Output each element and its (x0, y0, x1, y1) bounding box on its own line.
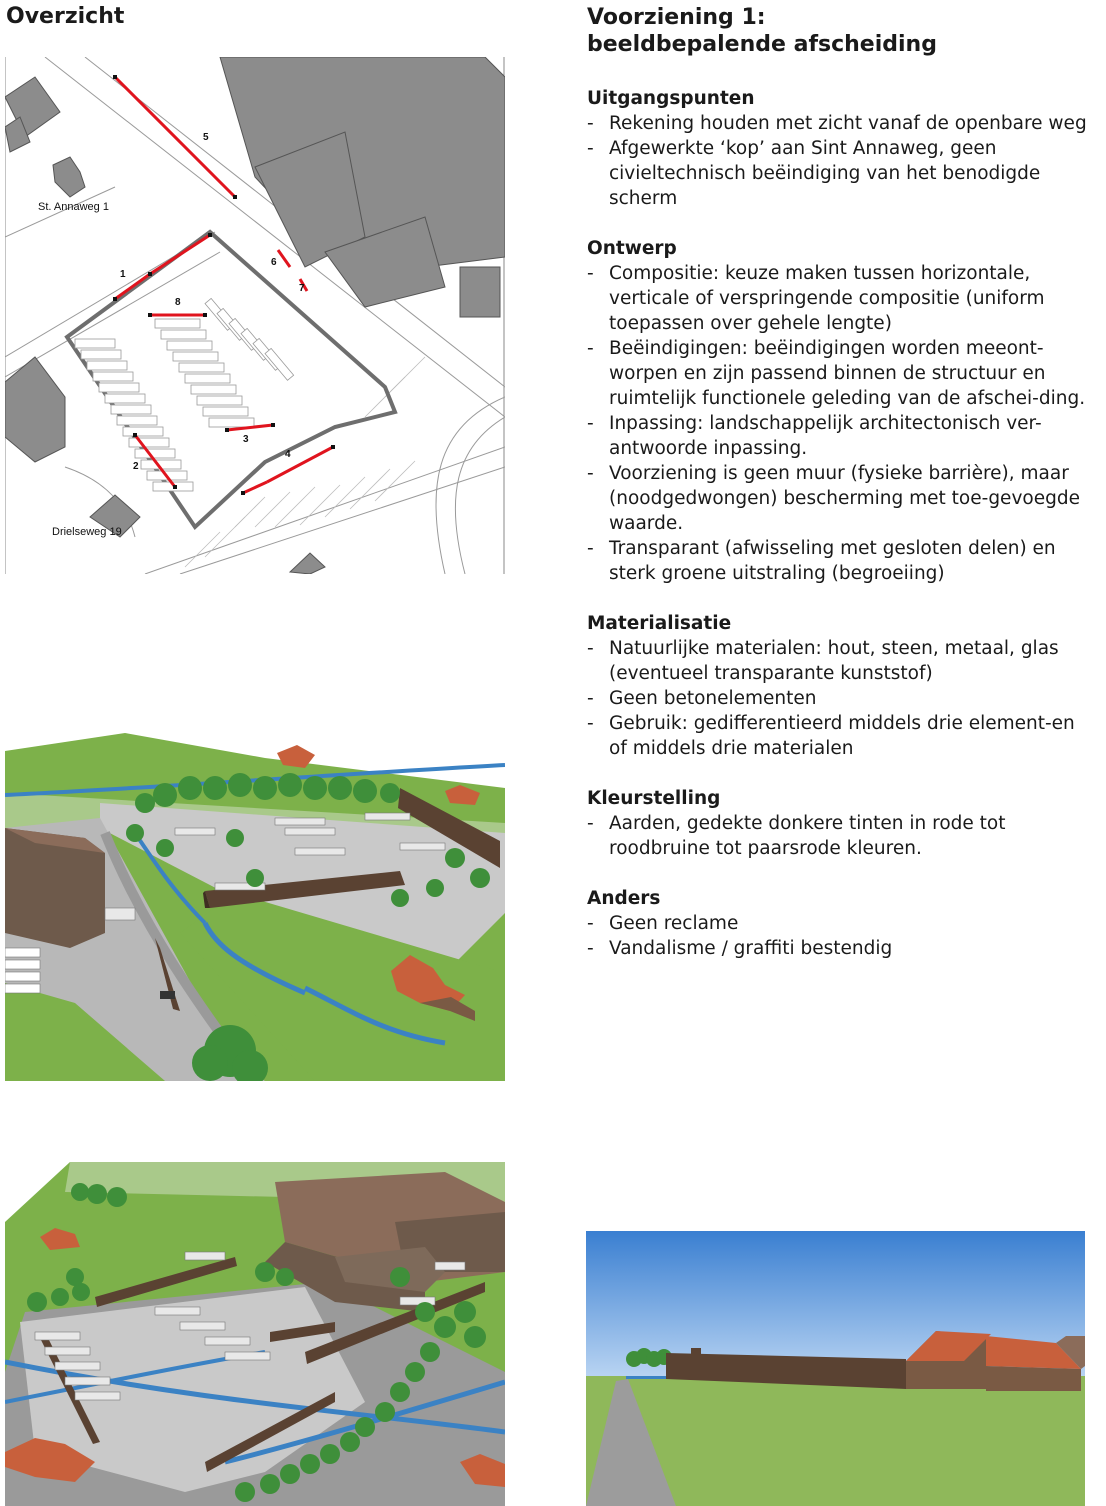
address-label: St. Annaweg 1 (38, 201, 109, 213)
section-title: Anders (587, 888, 661, 909)
address-label: Drielseweg 19 (52, 526, 122, 538)
section-title: Kleurstelling (587, 788, 721, 809)
bullet-item: - Rekening houden met zicht vanaf de openbare weg (587, 111, 1092, 136)
bullet-item: - Geen betonelementen (587, 686, 1092, 711)
section-kleurstelling (587, 786, 1092, 861)
bullet-item: - Vandalisme / graffiti bestendig (587, 936, 1092, 961)
aerial-view-1 (5, 733, 505, 1081)
barrier-number: 7 (299, 283, 305, 294)
barrier-number: 1 (120, 269, 126, 280)
overview-heading: Overzicht (6, 4, 125, 29)
barrier-number: 4 (285, 449, 291, 460)
section-title: Uitgangspunten (587, 88, 755, 109)
bullet-item: - Aarden, gedekte donkere tinten in rode tot roodbruine tot paarsrode kleuren. (587, 811, 1092, 861)
bullet-item: - Afgewerkte ‘kop’ aan Sint Annaweg, geen civieltechnisch beëindiging van het benodigde scherm (587, 136, 1092, 211)
bullet-item: - Gebruik: gedifferentieerd middels drie element-en of middels drie materialen (587, 711, 1092, 761)
barrier-number: 3 (243, 434, 249, 445)
bullet-item: - Compositie: keuze maken tussen horizontale, verticale of verspringende compositie (uniform toepassen over gehele lengte) (587, 261, 1092, 336)
bullet-item: - Geen reclame (587, 911, 1092, 936)
section-title: Materialisatie (587, 613, 732, 634)
barrier-number: 2 (133, 461, 139, 472)
barrier-number: 5 (203, 132, 209, 143)
section-anders (587, 886, 1092, 961)
bullet-item: - Beëindigingen: beëindigingen worden meeont-worpen en zijn passend binnen de structuur en ruimtelijk functionele geleding van de afschei-ding. (587, 336, 1092, 411)
bullet-item: - Voorziening is geen muur (fysieke barrière), maar (noodgedwongen) bescherming met toe-gevoegde waarde. (587, 461, 1092, 536)
bullet-item: - Inpassing: landschappelijk architectonisch ver-antwoorde inpassing. (587, 411, 1092, 461)
section-title: Ontwerp (587, 238, 677, 259)
overview-map (5, 57, 505, 574)
section-heading (587, 4, 937, 58)
aerial-view-2 (5, 1162, 505, 1506)
barrier-number: 6 (271, 257, 277, 268)
bullet-item: - Natuurlijke materialen: hout, steen, metaal, glas (eventueel transparante kunststof) (587, 636, 1092, 686)
street-view (586, 1231, 1085, 1506)
bullet-item: - Transparant (afwisseling met gesloten delen) en sterk groene uitstraling (begroeiing) (587, 536, 1092, 586)
section-heading-line2: beeldbepalende afscheiding (587, 32, 937, 57)
section-ontwerp (587, 236, 1092, 586)
section-uitgangspunten (587, 86, 1092, 211)
section-heading-line1: Voorziening 1: (587, 5, 766, 30)
section-materialisatie (587, 611, 1092, 761)
barrier-number: 8 (175, 297, 181, 308)
text-column (587, 86, 1092, 986)
